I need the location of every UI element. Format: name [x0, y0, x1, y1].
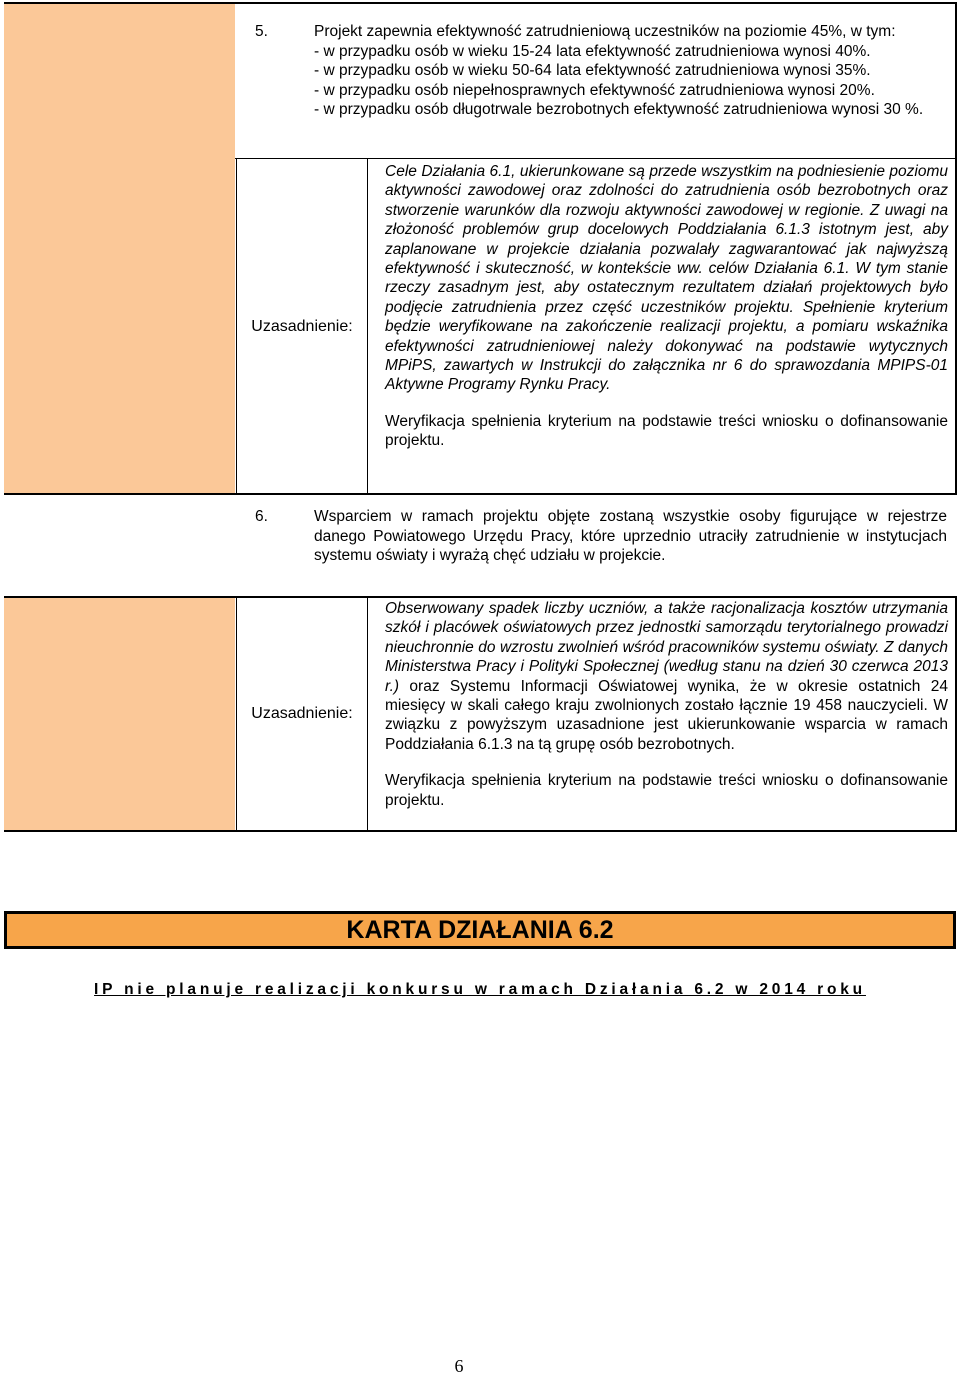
criterion-5-line: - w przypadku osób długotrwale bezrobotnych efektywność zatrudnieniowa wynosi 30 %.	[314, 101, 924, 119]
justification-1-label-cell	[236, 159, 368, 495]
criterion-5-line: - w przypadku osób niepełnosprawnych efektywność zatrudnieniowa wynosi 20%.	[314, 81, 875, 99]
page-number: 6	[454, 1356, 464, 1376]
subtitle-text: IP nie planuje realizacji konkursu w ramach Działania 6.2 w 2014 roku	[94, 981, 866, 998]
criterion-5-number: 5.	[255, 23, 268, 40]
justification-2-text: oraz Systemu Informacji Oświatowej wynika, że w okresie ostatnich 24 miesięcy w skali całego kraju zwolnionych zostało łącznie 19 458 nauczycieli. W związku z powyższym uzasadnione jest ukierunkowanie wsparcia w ramach Poddziałania 6.1.3 na tą grupę osób bezrobotnych.	[385, 677, 948, 753]
subtitle	[0, 981, 960, 999]
criterion-6-number: 6.	[255, 508, 268, 525]
justification-1-verification: Weryfikacja spełnienia kryterium na podstawie treści wniosku o dofinansowanie projektu.	[385, 412, 948, 450]
justification-1-label: Uzasadnienie:	[251, 318, 353, 335]
justification-2-italic-text: Obserwowany spadek liczby uczniów, a także racjonalizacja kosztów utrzymania szkół i placówek oświatowych przez jednostki samorządu terytorialnego prowadzi nieuchronnie do wzrostu zwolnień wśród pracowników systemu oświaty. Z danych Ministerstwa Pracy i Polityki Społecznej (według stanu na dzień 30 czerwca 2013 r.)	[385, 600, 948, 695]
justification-1-text: Cele Działania 6.1, ukierunkowane są przede wszystkim na podniesienie poziomu aktywności zawodowej oraz zdolności do zatrudnienia osób bezrobotnych oraz stworzenie warunków dla rozwoju aktywności zawodowej w regionie. Z uwagi na złożoność problemów grup docelowych Poddziałania 6.1.3 istotnym jest, aby zaplanowane w projekcie działania pozwalały zagwarantować jak najwyższą efektywność i skuteczność, w kontekście ww. celów Działania 6.1. W tym stanie rzeczy zasadnym jest, aby ostatecznym rezultatem działań projektowych było podjęcie zatrudnienia przez część uczestników projektu. Spełnienie kryterium będzie weryfikowane na zakończenie realizacji projektu, a pomiaru wskaźnika efektywności zatrudnieniowej należy dokonywać na podstawie wytycznych MPiPS, zawartych w Instrukcji do załącznika nr 6 do sprawozdania MPIPS-01 Aktywne Programy Rynku Pracy.	[385, 163, 948, 394]
justification-2-verification: Weryfikacja spełnienia kryterium na podstawie treści wniosku o dofinansowanie projektu.	[385, 772, 948, 809]
justification-1-content	[373, 162, 958, 451]
justification-2-label: Uzasadnienie:	[251, 705, 353, 722]
criterion-6	[255, 507, 955, 566]
karta-title: KARTA DZIAŁANIA 6.2	[346, 915, 614, 944]
criterion-5-line: - w przypadku osób w wieku 50-64 lata efektywność zatrudnieniowa wynosi 35%.	[314, 62, 871, 80]
karta-banner	[4, 911, 956, 949]
criterion-5	[255, 22, 955, 120]
criterion-5-line: - w przypadku osób w wieku 15-24 lata efektywność zatrudnieniowa wynosi 40%.	[314, 42, 871, 60]
criterion-6-text: Wsparciem w ramach projektu objęte zostaną wszystkie osoby figurujące w rejestrze danego Powiatowego Urzędu Pracy, które uprzednio utraciły zatrudnienie w instytucjach systemu oświaty i wyrażą chęć udziału w projekcie.	[314, 508, 947, 565]
criterion-5-sidebar	[4, 4, 235, 493]
justification-2-sidebar	[4, 598, 235, 830]
criterion-5-line: Projekt zapewnia efektywność zatrudnieniową uczestników na poziomie 45%, w tym:	[314, 23, 896, 40]
justification-2-label-cell	[236, 598, 368, 830]
justification-2-content	[373, 599, 958, 810]
